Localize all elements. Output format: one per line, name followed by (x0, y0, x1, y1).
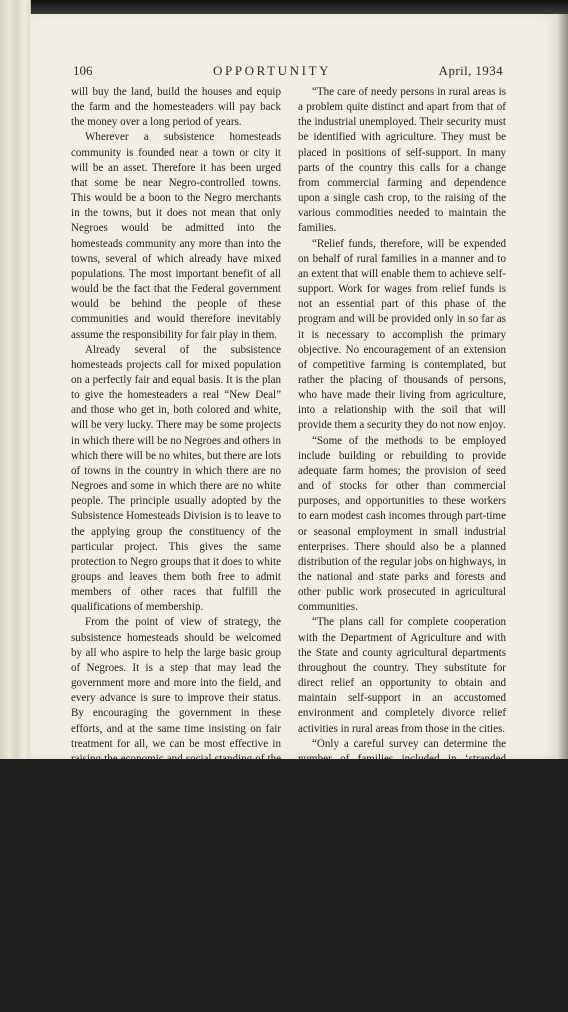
running-header (73, 63, 503, 81)
paragraph: This is such a crucial step on the part of the government and of such particular importance to Negroes that I think it would be well to give the new program in the President’s own words. The following is taken from his statement on February 28: (71, 874, 281, 962)
paragraph: will buy the land, build the houses and equip the farm and the homesteaders will pay back the money over a long period of years. (71, 86, 281, 129)
paragraph: From the point of view of strategy, the subsistence homesteads should be welcomed by all who aspire to help the large basic group of Negroes. It is a step that may lead the government more and more into the field, and every advance is sure to improve their status. By encouraging the government in these efforts, and at the same time insisting on fair treatment for all, we can be most effective in raising the economic and social standing of the whole Negro race. (71, 616, 281, 781)
left-column (71, 85, 281, 964)
paragraph: “Some of the methods to be employed include building or rebuilding to provide adequate farm homes; the provision of seed and of stocks for other than commercial purposes, and opportunities to these workers to earn modest cash incomes through part-time or seasonal employment in small industrial enterprises. There should also be a planned distribution of the regular jobs on highways, in the national and state parks and forests and other public work prosecuted in agricultural communities. (298, 434, 506, 614)
paragraph: “It is planned to explore this difficult situation and, in collaboration with the Subsistence Homesteads Division of the Department of the Interior, and with other Federal and local agencies, devise and apply definitely remedial (298, 904, 506, 993)
paragraph: Recently President Roosevelt has gone even further and declared that the government will give relief to the “distressed families in rural areas.” It is apparent that such a program on the part of the Federal government will be enormously important to both races. (71, 783, 281, 871)
paragraph: “Relief funds, therefore, will be expended on behalf of rural families in a manner and to an extent that will enable them to achieve self-support. Work for wages from relief funds is not an essential part of this phase of the program and will be provided only in so far as it is necessary to accomplish the primary objective. No encouragement of an extension of competitive farming is contemplated, but rather the placing of thousands of persons, who have made their living from agriculture, into a relationship with the soil that will provide them a security they do not now enjoy. (298, 237, 506, 432)
paragraph: Wherever a subsistence homesteads community is founded near a town or city it will be an asset. Therefore it has been urged that some be near Negro-controlled towns. This would be a boon to the Negro merchants in the towns, but it does not mean that only Negroes would be admitted into the homesteads community any more than into the towns, several of which already have mixed populations. The most important benefit of all would be the fact that the Federal government would be behind the people of these communities and would therefore inevitably assume the responsibility for fair play in them. (71, 131, 281, 341)
paragraph: Already several of the subsistence homesteads projects call for mixed population on a perfectly fair and equal basis. It is the plan to give the homesteaders a real “New Deal” and those who get in, both colored and white, will be very lucky. There may be some projects in which there will be no Negroes and others in which there will be no whites, but there are lots of towns in the country in which there are no Negroes and some in which there are no white people. The principle usually adopted by the Subsistence Homesteads Division is to leave to the applying group the constituency of the particular project. This gives the same protection to Negro groups that it does to white groups and leaves them both free to admit members of other races that fulfill the qualifications of membership. (71, 343, 281, 614)
paragraph: “The plans call for complete cooperation with the Department of Agriculture and with the State and county agricultural departments throughout the country. They substitute for direct relief an opportunity to obtain and maintain self-support in an accustomed environment and completely divorce relief activities in rural areas from those in the cities. (298, 616, 506, 735)
issue-date: April, 1934 (438, 63, 503, 78)
journal-title: OPPORTUNITY (213, 63, 332, 78)
paragraph: “Only a careful survey can determine the number of families included in ‘stranded populations’ but there are sufficient data already collected to indicate a situation of substantial proportions. The solution of the problem of these families involves their physical transplanting, in a large majority of cases, since the areas in which they are concentrated offer neither future employment at wages nor opportunities for self-support through agriculture. (298, 737, 506, 902)
scan-right-edge (558, 14, 568, 759)
right-column (298, 85, 506, 1012)
page-number: 106 (73, 63, 93, 78)
paragraph: “The care of needy persons in rural areas is a problem quite distinct and apart from that of the industrial unemployed. Their security must be identified with agriculture. They must be placed in positions of self-support. In many parts of the country this calls for a change from commercial farming and dependence upon a single cash crop, to the raising of the various commodities needed to maintain the families. (298, 86, 506, 235)
scan-top-edge (0, 0, 568, 14)
continued-note: (Continued on Page 126) (353, 998, 451, 1009)
book-page-edges (0, 0, 31, 759)
